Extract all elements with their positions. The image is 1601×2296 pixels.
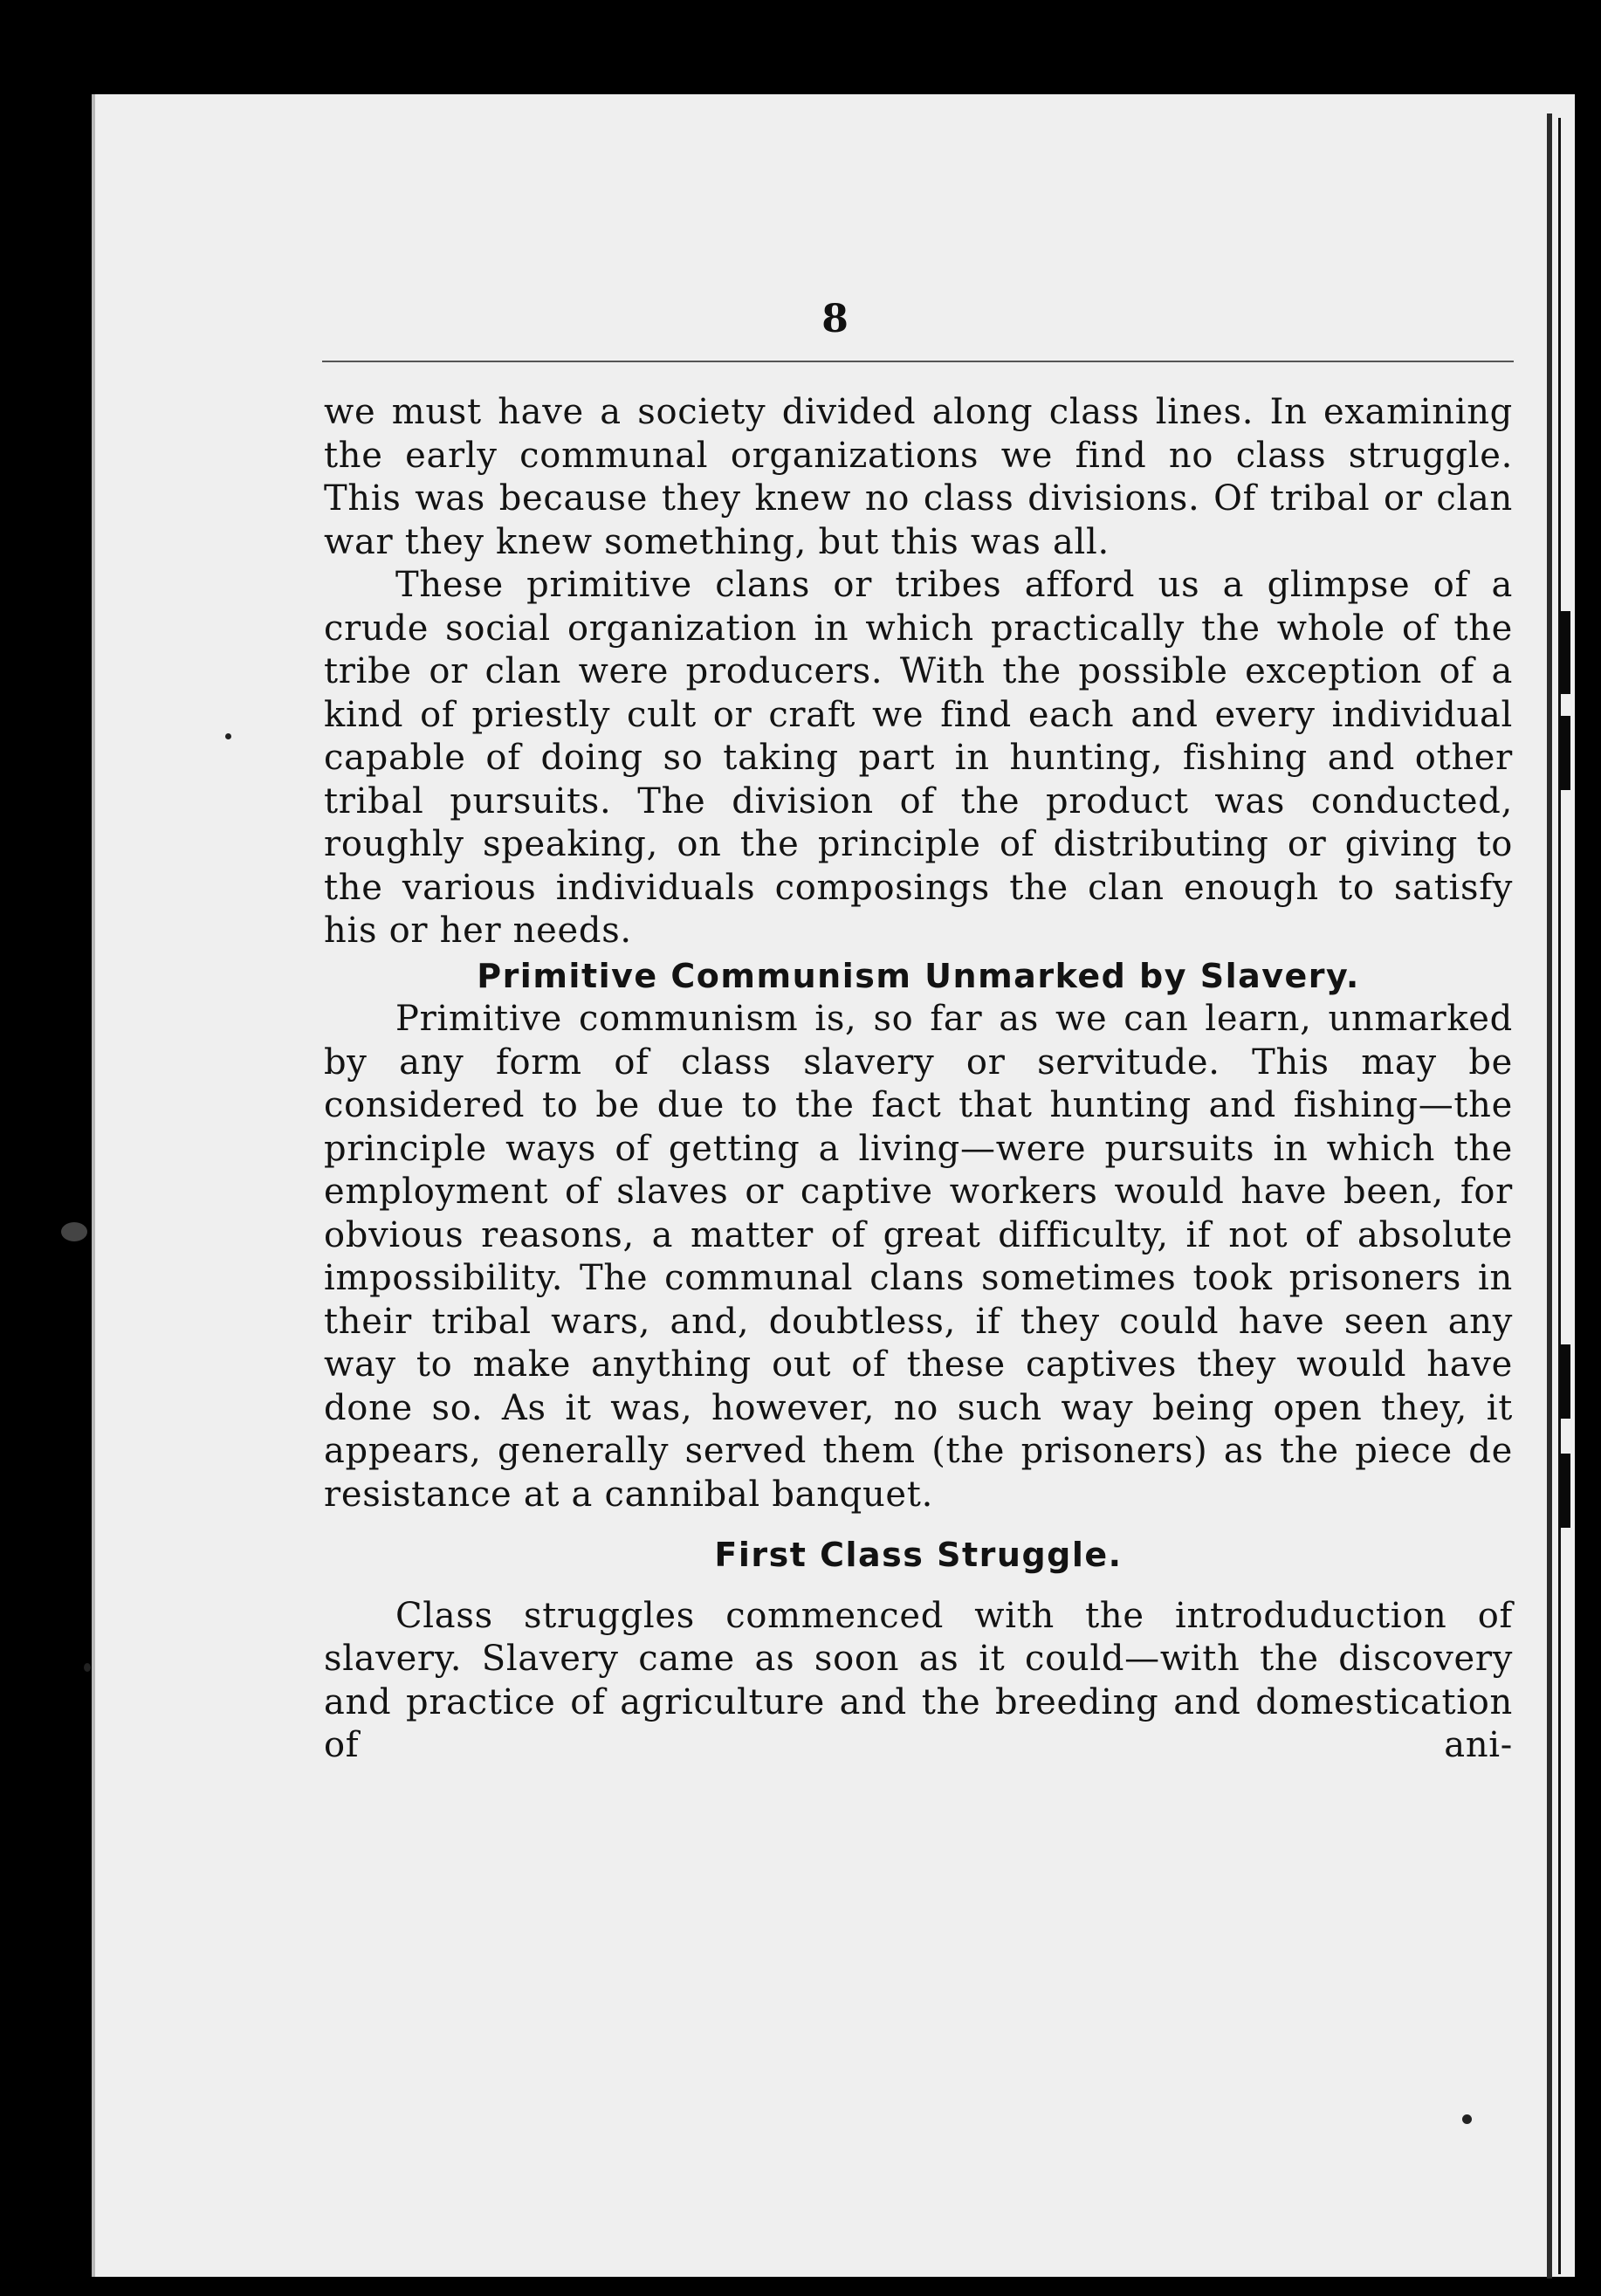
scan-mark (1560, 1454, 1570, 1528)
paragraph-2: These primitive clans or tribes afford us a glimpse of a crude social organization in which practically the whole of the tribe or clan were producers. With the possible exception of a kind of priestly cult or craft we find each and every individual capable of doing so taking part in hunting, fishing and other tribal pursuits. The division of the product was conducted, roughly speaking, on the principle of distributing or giving to the various individuals composings the clan enough to satisfy his or her needs. (324, 565, 1513, 951)
scan-speck (61, 1222, 87, 1241)
scan-mark (1560, 611, 1570, 694)
section-heading-first-class-struggle: First Class Struggle. (714, 1536, 1123, 1574)
paragraph-3: Primitive communism is, so far as we can learn, unmarked by any form of class slavery or servitude. This may be considered to be due to the fact that hunting and fishing—the principle ways of getting a living—were pursuits in which the employment of slaves or captive workers would have been, for obvious reasons, a matter of great difficulty, if not of absolute impossibility. The communal clans sometimes took prisoners in their tribal wars, and, doubtless, if they could have seen any way to make anything out of these captives they would have done so. As it was, however, no such way being open they, it appears, generally served them (the prisoners) as the piece de resistance at a cannibal banquet. (324, 999, 1513, 1515)
header-rule (322, 361, 1514, 362)
gutter-line (1558, 118, 1561, 2274)
body-text (324, 391, 1513, 1768)
page-number: 8 (821, 297, 849, 341)
paragraph-1: we must have a society divided along class lines. In examining the early communal organizations we find no class struggle. This was because they knew no class divisions. Of tribal or clan war they knew something, but this was all. (324, 392, 1513, 562)
page-edge-shadow (1547, 113, 1552, 2279)
scan-mark (1560, 716, 1570, 790)
scan-speck (1462, 2114, 1472, 2124)
book-page (92, 94, 1575, 2277)
section-heading-primitive-communism: Primitive Communism Unmarked by Slavery. (477, 956, 1360, 995)
scan-speck (225, 733, 231, 739)
scan-speck (84, 1663, 91, 1672)
paragraph-4: Class struggles commenced with the introduduction of slavery. Slavery came as soon as it could—with the discovery and practice of agriculture and the breeding and domestication of ani- (324, 1595, 1513, 1765)
scan-mark (1560, 1344, 1570, 1419)
